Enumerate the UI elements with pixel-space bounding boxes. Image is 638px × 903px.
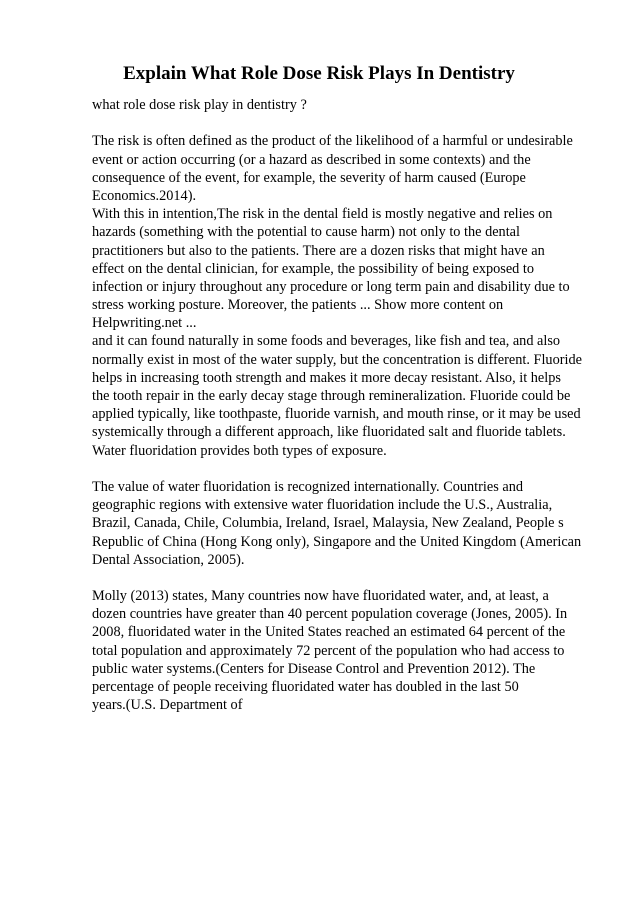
text-line: geographic regions with extensive water fluoridation include the U.S., Australia, xyxy=(92,497,553,514)
text-line: public water systems.(Centers for Disease Control and Prevention 2012). The xyxy=(92,660,536,677)
text-line: Republic of China (Hong Kong only), Singapore and the United Kingdom (American xyxy=(92,533,582,550)
document-body xyxy=(92,96,592,714)
text-line: Dental Association, 2005). xyxy=(92,551,245,568)
text-line: Molly (2013) states, Many countries now have fluoridated water, and, at least, a xyxy=(92,588,549,605)
text-line: Helpwriting.net ... xyxy=(92,315,197,332)
paragraph-1 xyxy=(92,132,592,459)
text-line: event or action occurring (or a hazard as described in some contexts) and the xyxy=(92,151,531,168)
paragraph-3 xyxy=(92,587,592,714)
paragraph-gap xyxy=(92,569,592,587)
text-line: total population and approximately 72 percent of the population who had access to xyxy=(92,642,565,659)
page-title: Explain What Role Dose Risk Plays In Dentistry xyxy=(123,63,515,84)
text-line: normally exist in most of the water supply, but the concentration is different. Fluoride xyxy=(92,351,582,368)
text-line: applied typically, like toothpaste, fluoride varnish, and mouth rinse, or it may be used xyxy=(92,406,581,423)
text-line: dozen countries have greater than 40 percent population coverage (Jones, 2005). In xyxy=(92,606,568,623)
text-line: The value of water fluoridation is recognized internationally. Countries and xyxy=(92,478,524,495)
paragraph-2 xyxy=(92,478,592,569)
text-line: consequence of the event, for example, the severity of harm caused (Europe xyxy=(92,169,526,186)
text-line: percentage of people receiving fluoridated water has doubled in the last 50 xyxy=(92,679,519,695)
paragraph-gap xyxy=(92,460,592,478)
text-line: the tooth repair in the early decay stage through remineralization. Fluoride could be xyxy=(92,388,571,404)
text-line: The risk is often defined as the product of the likelihood of a harmful or undesirable xyxy=(92,133,573,150)
text-line: helps in increasing tooth strength and makes it more decay resistant. Also, it helps xyxy=(92,369,561,386)
text-line: Brazil, Canada, Chile, Columbia, Ireland, Israel, Malaysia, New Zealand, People s xyxy=(92,515,564,532)
text-line: stress working posture. Moreover, the patients ... Show more content on xyxy=(92,297,504,314)
text-line: infection or injury throughout any procedure or long term pain and disability due to xyxy=(92,278,570,295)
text-line: Water fluoridation provides both types of exposure. xyxy=(92,442,387,459)
text-line: Economics.2014). xyxy=(92,187,197,204)
text-line: hazards (something with the potential to cause harm) not only to the dental xyxy=(92,224,520,241)
text-line: With this in intention,The risk in the dental field is mostly negative and relies on xyxy=(92,206,553,223)
text-line: practitioners but also to the patients. There are a dozen risks that might have an xyxy=(92,242,545,259)
paragraph-gap xyxy=(92,114,592,132)
text-line: effect on the dental clinician, for example, the possibility of being exposed to xyxy=(92,260,535,277)
text-line: and it can found naturally in some foods and beverages, like fish and tea, and also xyxy=(92,333,561,350)
question-line: what role dose risk play in dentistry ? xyxy=(92,97,307,113)
text-line: 2008, fluoridated water in the United States reached an estimated 64 percent of the xyxy=(92,624,566,641)
text-line: systemically through a different approach, like fluoridated salt and fluoride tablets. xyxy=(92,424,566,441)
text-line: years.(U.S. Department of xyxy=(92,697,243,714)
